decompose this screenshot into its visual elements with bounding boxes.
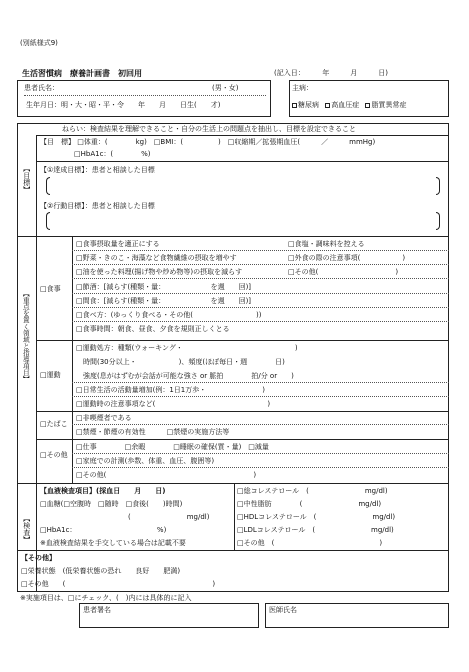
other-item[interactable]: □家庭での計測(歩数、体重、血圧、腹囲等) <box>76 457 215 465</box>
action-bracket-right <box>436 212 440 230</box>
row-divider <box>72 250 449 251</box>
diet-item[interactable]: □間食：[減らす(種類・量： を週 回)] <box>76 297 252 305</box>
achievement-goal-label: 【①達成目標】：患者と相談した目標 <box>40 166 155 174</box>
blood-sugar-value[interactable]: ( mg/dl) <box>128 513 210 521</box>
diet-item[interactable]: □油を使った料理(揚げ物や炒め物等)の摂取を減らす <box>76 268 243 276</box>
checkbox[interactable] <box>365 103 370 108</box>
achievement-bracket-left <box>46 177 50 195</box>
checkbox[interactable] <box>292 103 297 108</box>
patient-signature-label: 患者署名 <box>83 606 111 614</box>
footnote: ※実施項目は、□にチェック、( )内には具体的に記入 <box>20 594 192 602</box>
total-cholesterol-field[interactable]: □総コレステロール ( mg/dl) <box>237 487 388 495</box>
other-item[interactable]: □その他( ) <box>76 471 257 479</box>
side-column-divider <box>36 135 37 592</box>
divider <box>17 550 449 551</box>
goal-metrics-row2[interactable]: □HbA1c：( %) <box>74 150 151 158</box>
ldl-field[interactable]: □LDLコレステロール ( mg/dl) <box>237 526 394 534</box>
diet-item[interactable]: □食べ方：(ゆっくり食べる・その他( )) <box>76 311 262 319</box>
form-title: 生活習慣病 療養計画書 初回用 <box>22 69 142 78</box>
triglyceride-field[interactable]: □中性脂肪 ( mg/dl) <box>237 500 382 508</box>
row-divider <box>72 396 449 397</box>
blood-sugar-field[interactable]: □血糖(□空腹時 □随時 □食後( )時間) <box>40 500 183 508</box>
row-divider <box>72 453 449 454</box>
other-item[interactable]: □仕事 □余暇 □睡眠の確保(質・量) □減量 <box>76 443 269 451</box>
diet-item[interactable]: □外食の際の注意事項( ) <box>288 254 406 262</box>
row-divider <box>72 264 449 265</box>
entry-date[interactable]: (記入日： 年 月 日) <box>274 69 388 77</box>
patient-name-label: 患者氏名： <box>24 84 59 92</box>
gender-field[interactable]: (男・女) <box>212 84 239 92</box>
diet-category-label[interactable]: □食事 <box>40 285 61 293</box>
goal-metrics-row1[interactable]: 【目 標】 □体重：( kg) □BMI：( ) □収縮期／拡張期血圧( ／ mmHg) <box>40 138 376 146</box>
tests-side-label: 【検査】 <box>22 515 31 543</box>
other-section-header: 【その他】 <box>21 554 56 562</box>
row-divider <box>72 382 449 383</box>
nutrition-status-field[interactable]: □栄養状態 (低栄養状態の恐れ 良好 肥満) <box>21 567 181 575</box>
diet-item[interactable]: □食事摂取量を適正にする <box>76 240 160 248</box>
diet-item[interactable]: □節酒：[減らす(種類・量： を週 回)] <box>76 283 252 291</box>
diet-item[interactable]: □食事時間：朝食、昼食、夕食を規則正しくとる <box>76 325 230 333</box>
tobacco-item[interactable]: □禁煙・節煙の有効性 □禁煙の実施方法等 <box>76 428 230 436</box>
row-divider <box>72 278 449 279</box>
main-disease-options[interactable]: 糖尿病 高血圧症 脂質異常症 <box>292 102 406 109</box>
diet-item[interactable]: □食塩・調味料を控える <box>288 240 365 248</box>
name-underline <box>24 95 266 96</box>
goals-side-label: 【目標】 <box>22 165 31 193</box>
other-test-field[interactable]: □その他 ( ) <box>237 539 383 547</box>
exercise-item[interactable]: □運動処方：種類(ウォーキング・ ) <box>76 344 298 352</box>
tobacco-category-label[interactable]: □たばこ <box>40 420 68 428</box>
exercise-category-label[interactable]: □運動 <box>40 371 61 379</box>
main-disease-label: 主病： <box>292 84 313 92</box>
focus-side-label: 【重点を置く領域と指導項目】 <box>21 290 30 383</box>
checkbox[interactable] <box>325 103 330 108</box>
divider <box>17 483 449 484</box>
test-column-divider <box>234 483 235 550</box>
divider <box>36 135 449 136</box>
exercise-item[interactable]: 時間(30分以上・ )、頻度(ほぼ毎日・週 日) <box>76 358 285 366</box>
divider <box>36 411 449 412</box>
exercise-item[interactable]: □運動時の注意事項など( ) <box>76 400 271 408</box>
divider <box>36 161 449 162</box>
action-goal-label: 【②行動目標】：患者と相談した目標 <box>40 202 155 210</box>
blood-test-header: 【血液検査項目】(採血日 月 日) <box>40 487 166 495</box>
birthdate-field[interactable]: 生年月日：明・大・昭・平・令 年 月 日生( 才) <box>26 101 221 109</box>
divider <box>36 439 449 440</box>
aim-banner: ねらい：検査結果を理解できること・自分の生活上の問題点を抽出し、目標を設定できること <box>62 125 356 133</box>
achievement-bracket-right <box>436 177 440 195</box>
form-number: (別紙様式9) <box>20 39 58 47</box>
hdl-field[interactable]: □HDLコレステロール ( mg/dl) <box>237 513 396 521</box>
other-category-label[interactable]: □その他 <box>40 451 68 459</box>
divider <box>36 340 449 341</box>
exercise-item[interactable]: □日常生活の活動量増加(例：1日1万歩・ ) <box>76 386 265 394</box>
test-results-note: ※血液検査結果を手交している場合は記載不要 <box>40 539 186 547</box>
row-divider <box>72 293 449 294</box>
category-column-divider <box>72 236 73 483</box>
exercise-item[interactable]: 強度(息がはずむが会話が可能な強さ or 脈拍 拍/分 or ) <box>76 372 294 380</box>
tobacco-item[interactable]: □非喫煙者である <box>76 414 132 422</box>
other-section-other-field[interactable]: □その他 ( ) <box>21 580 216 588</box>
row-divider <box>72 467 449 468</box>
doctor-name-label: 医師氏名 <box>269 606 297 614</box>
diet-item[interactable]: □その他( ) <box>288 268 399 276</box>
divider <box>17 236 449 237</box>
main-disease-box <box>289 80 449 117</box>
row-divider <box>72 424 449 425</box>
row-divider <box>72 307 449 308</box>
action-bracket-left <box>46 212 50 230</box>
row-divider <box>72 321 449 322</box>
diet-item[interactable]: □野菜・きのこ・海藻など食物繊維の摂取を増やす <box>76 254 237 262</box>
hba1c-field[interactable]: □HbA1c： %) <box>40 526 167 534</box>
